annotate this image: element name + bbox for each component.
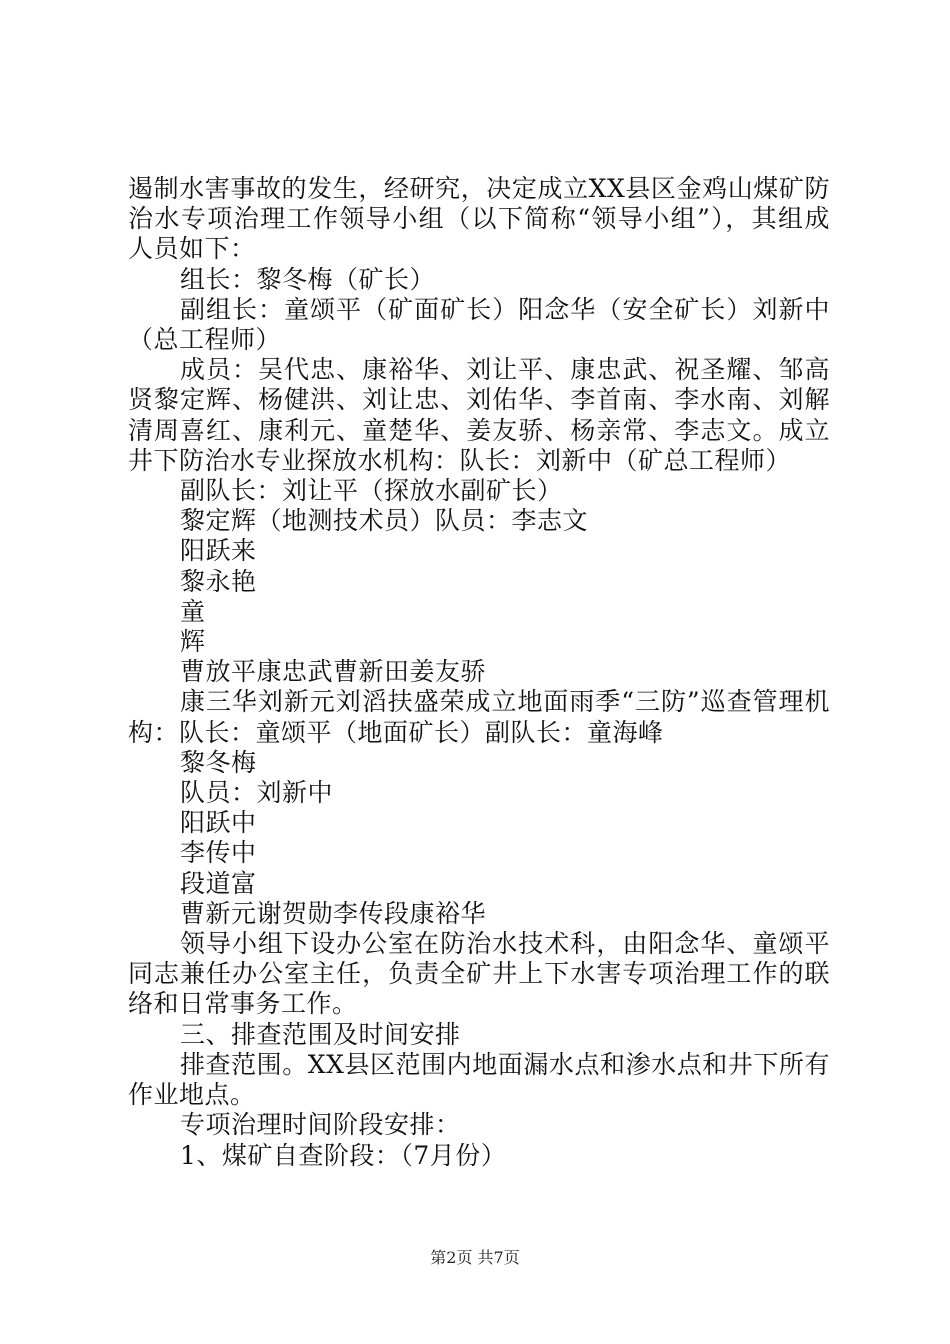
page-footer: 第2页 共7页 <box>430 1248 520 1267</box>
document-body <box>128 174 830 1171</box>
paragraph: 遏制水害事故的发生，经研究，决定成立XX县区金鸡山煤矿防治水专项治理工作领导小组（以下简称“领导小组”），其组成人员如下： <box>128 174 830 264</box>
paragraph: 曹放平康忠武曹新田姜友骄 <box>180 657 487 687</box>
paragraph: 副队长：刘让平（探放水副矿长） <box>180 476 563 506</box>
paragraph: 黎永艳 <box>180 566 257 596</box>
paragraph: 黎冬梅 <box>180 747 257 777</box>
paragraph: 阳跃来 <box>180 536 257 566</box>
paragraph: 李传中 <box>180 838 257 868</box>
paragraph: 辉 <box>180 627 206 657</box>
paragraph: 组长：黎冬梅（矿长） <box>180 264 436 294</box>
paragraph: 阳跃中 <box>180 808 257 838</box>
paragraph: 段道富 <box>180 868 257 898</box>
paragraph: 排查范围。XX县区范围内地面漏水点和渗水点和井下所有作业地点。 <box>128 1049 830 1110</box>
paragraph: 童 <box>180 596 206 626</box>
paragraph: 三、排查范围及时间安排 <box>180 1019 461 1049</box>
paragraph: 副组长：童颂平（矿面矿长）阳念华（安全矿长）刘新中（总工程师） <box>128 294 830 355</box>
paragraph: 队员：刘新中 <box>180 778 334 808</box>
paragraph: 成员：吴代忠、康裕华、刘让平、康忠武、祝圣耀、邹高贤黎定辉、杨健洪、刘让忠、刘佑华、李首南、李水南、刘解清周喜红、康利元、童楚华、姜友骄、杨亲常、李志文。成立井下防治水专业探放水机构：队长：刘新中（矿总工程师） <box>128 355 830 475</box>
paragraph: 1、煤矿自查阶段：（7月份） <box>180 1140 507 1170</box>
paragraph: 曹新元谢贺勋李传段康裕华 <box>180 898 487 928</box>
paragraph: 领导小组下设办公室在防治水技术科，由阳念华、童颂平同志兼任办公室主任，负责全矿井上下水害专项治理工作的联络和日常事务工作。 <box>128 929 830 1019</box>
paragraph: 专项治理时间阶段安排： <box>180 1110 461 1140</box>
paragraph: 黎定辉（地测技术员）队员：李志文 <box>180 506 589 536</box>
paragraph: 康三华刘新元刘滔扶盛荣成立地面雨季“三防”巡查管理机构：队长：童颂平（地面矿长）副队长：童海峰 <box>128 687 830 747</box>
